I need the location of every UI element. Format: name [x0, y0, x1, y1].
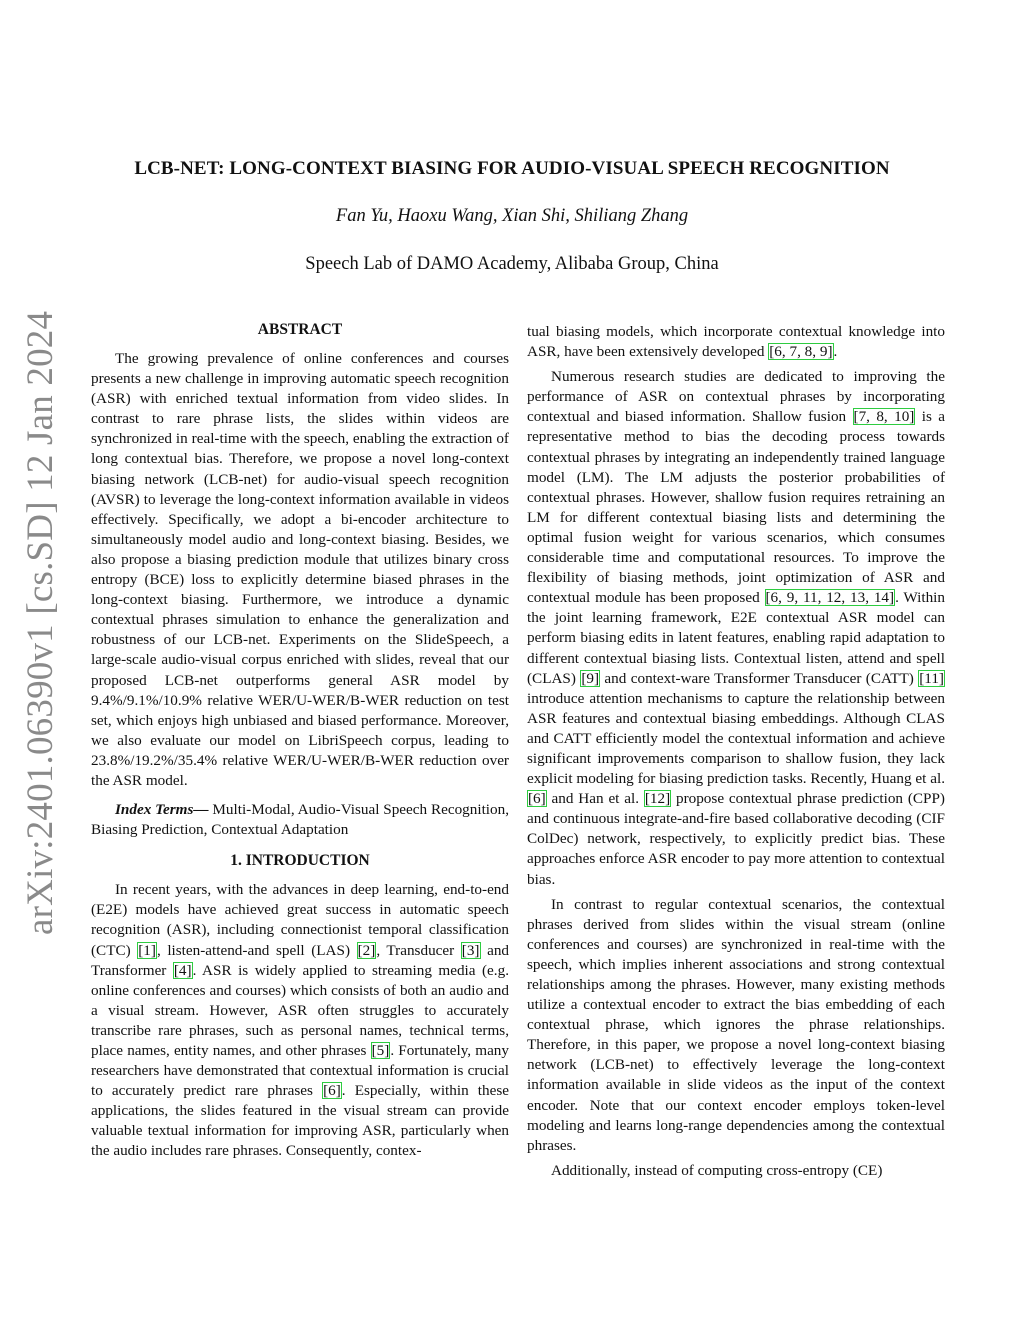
text-run: . Within the joint learning framework, E2E contextual ASR model can perform biasing edits in latent features, enabling rapid adaptation to different contextual biasing lists. Contextual listen, attend and spell (CLAS): [527, 589, 945, 687]
text-run: .: [833, 343, 838, 361]
paper-authors: Fan Yu, Haoxu Wang, Xian Shi, Shiliang Zhang: [335, 206, 689, 226]
text-run: and Han et al.: [546, 790, 644, 808]
citation-link[interactable]: [6]: [323, 1082, 341, 1100]
abstract-text: The growing prevalence of online conferences and courses presents a new challenge in improving automatic speech recognition (ASR) with enriched textual information from video slides. In contrast to rare phrase lists, the slides within videos are synchronized in real-time with the speech, enabling the extraction of long contextual bias. Therefore, we propose a novel long-context biasing network (LCB-net) for audio-visual speech recognition (AVSR) to leverage the long-context information available in videos effectively. Specifically, we adopt a bi-encoder architecture to simultaneously model audio and long-context biasing. Besides, we also propose a biasing prediction module that utilizes binary cross entropy (BCE) loss to explicitly determine biased phrases in the long-context biasing. Furthermore, we introduce a dynamic contextual phrases simulation to enhance the generalization and robustness of our LCB-net. Experiments on the SlideSpeech, a large-scale audio-visual corpus enriched with slides, reveal that our proposed LCB-net outperforms general ASR model by 9.4%/9.1%/10.9% relative WER/U-WER/B-WER reduction on test set, which enjoys high unbiased and biased performance. Moreover, we also evaluate our model on LibriSpeech corpus, leading to 23.8%/19.2%/35.4% relative WER/U-WER/B-WER reduction over the ASR model.: [91, 350, 509, 789]
citation-link[interactable]: [3]: [461, 941, 480, 959]
left-column: [91, 320, 509, 1162]
paper-title: LCB-NET: LONG-CONTEXT BIASING FOR AUDIO-VISUAL SPEECH RECOGNITION: [134, 158, 890, 179]
text-run: . ASR is widely applied to streaming media (e.g. online conferences and courses) which consists of both an audio and a visual stream. However, ASR often struggles to accurately transcribe rare phrases, such as personal names, technical terms, place names, entity names, and other phrases: [91, 961, 509, 1059]
text-run: , Transducer: [376, 941, 461, 959]
text-run: propose contextual phrase prediction (CPP) and continuous integrate-and-fire based collaborative decoding (CIF ColDec) network, respectively, to explicitly predict bias. These approaches enforce ASR encoder to pay more attention to contextual bias.: [527, 790, 945, 888]
right-column: [527, 322, 945, 1181]
citation-link[interactable]: [11]: [919, 669, 944, 687]
citation-link[interactable]: [2]: [357, 941, 376, 959]
text-run: . Especially, within these applications, the slides featured in the visual stream can provide valuable textual information for improving ASR, particularly when the audio includes rare phrases. Consequently, contex-: [91, 1082, 509, 1160]
intro-paragraph-4: Additionally, instead of computing cross-entropy (CE): [551, 1161, 883, 1179]
citation-link[interactable]: [7, 8, 10]: [853, 408, 915, 426]
text-run: is a representative method to bias the decoding process towards contextual phrases by integrating an independently trained language model (LM). The LM adjusts the posterior probabilities of contextual phrases. However, shallow fusion requires retraining an LM for different contextual biasing lists and determining the optimal fusion weight for various scenarios, which consumes considerable time and computational resources. To improve the flexibility of biasing methods, joint optimization of ASR and contextual module has been proposed: [527, 408, 945, 607]
citation-link[interactable]: [12]: [644, 790, 671, 808]
citation-link[interactable]: [1]: [138, 941, 156, 959]
introduction-heading: 1. INTRODUCTION: [230, 852, 370, 870]
index-terms-label: Index Terms—: [115, 801, 209, 819]
text-run: introduce attention mechanisms to capture the relationship between ASR features and contextual biasing embeddings. Although CLAS and CATT efficiently model the contextual information and achieve significant improvements comparison to shallow fusion, they lack explicit modeling for biasing prediction tasks. Recently, Huang et al.: [527, 689, 945, 788]
index-terms-text: Multi-Modal, Audio-Visual Speech Recognition, Biasing Prediction, Contextual Adaptation: [91, 801, 509, 839]
text-run: In recent years, with the advances in deep learning, end-to-end (E2E) models have achieved great success in automatic speech recognition (ASR), including connectionist temporal classification (CTC): [91, 881, 509, 959]
intro-paragraph-1-continued: [527, 322, 945, 362]
abstract-heading: ABSTRACT: [257, 321, 343, 338]
intro-paragraph-2: [527, 367, 945, 889]
text-run: . Fortunately, many researchers have demonstrated that contextual information is crucial to accurately predict rare phrases: [91, 1042, 509, 1100]
citation-link[interactable]: [9]: [581, 669, 600, 687]
citation-link[interactable]: [5]: [371, 1042, 390, 1059]
intro-paragraph-3: In contrast to regular contextual scenarios, the contextual phrases derived from slides within the visual stream (online conferences and courses) are synchronized in real-time with the speech, which implies inherent associations and strong contextual relationships among the phrases. However, many existing methods utilize a contextual encoder to extract the bias embedding of each contextual phrase, which ignores the phrase relationships. Therefore, in this paper, we propose a novel long-context biasing network (LCB-net) to effectively leverage the long-context information available in slide videos as the input of the context encoder. Note that our context encoder employs token-level modeling and learns long-range dependencies among the contextual phrases.: [527, 895, 945, 1154]
text-run: , listen-attend-and spell (LAS): [156, 941, 357, 959]
text-run: Numerous research studies are dedicated to improving the performance of ASR on contextual phrases by incorporating contextual and biased information. Shallow fusion: [527, 368, 945, 426]
text-run: and Transformer: [91, 941, 510, 979]
citation-link[interactable]: [4]: [173, 961, 192, 979]
text-run: and context-ware Transformer Transducer (CATT): [600, 669, 919, 687]
citation-link[interactable]: [6, 7, 8, 9]: [769, 343, 833, 361]
arxiv-identifier: arXiv:2401.06390v1 [cs.SD] 12 Jan 2024: [20, 310, 61, 935]
index-terms: [91, 800, 509, 840]
citation-link[interactable]: [6]: [528, 790, 546, 808]
paper-affiliation: Speech Lab of DAMO Academy, Alibaba Group, China: [305, 254, 719, 274]
text-run: tual biasing models, which incorporate contextual knowledge into ASR, have been extensively developed: [527, 323, 945, 361]
intro-paragraph-1: [91, 880, 509, 1161]
citation-link[interactable]: [6, 9, 11, 12, 13, 14]: [765, 589, 895, 607]
